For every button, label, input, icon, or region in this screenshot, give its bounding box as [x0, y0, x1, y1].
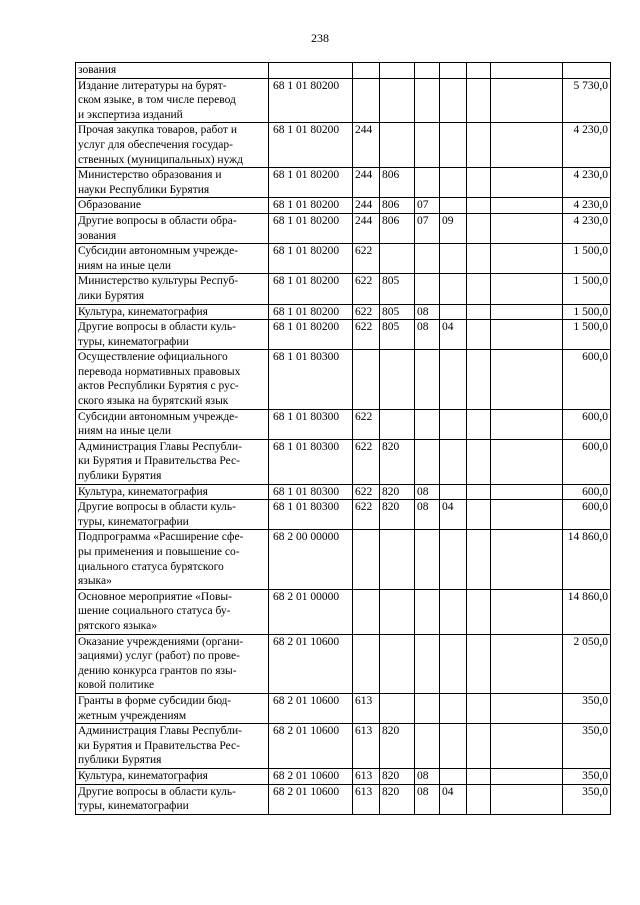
row-name-cell — [76, 168, 269, 198]
amount-cell: 350,0 — [563, 693, 611, 723]
table-row — [76, 168, 611, 198]
ved-cell — [380, 634, 415, 693]
pr-cell — [440, 530, 467, 589]
row-name-line: зования — [78, 229, 117, 242]
table-row — [76, 63, 611, 79]
empty-cell — [467, 198, 491, 214]
row-name-line: ковой политике — [78, 679, 155, 692]
row-name-cell — [76, 198, 269, 214]
code-cell — [269, 63, 353, 79]
row-name-line: ры применения и повышение со- — [78, 546, 240, 558]
ved-cell: 805 — [380, 304, 415, 320]
table-row — [76, 244, 611, 274]
vr-cell: 613 — [353, 768, 380, 784]
row-name-line: Другие вопросы в области куль- — [78, 501, 236, 514]
row-name-line: публики Бурятия — [78, 470, 162, 483]
empty-cell — [467, 589, 491, 634]
code-cell: 68 2 01 10600 — [269, 693, 353, 723]
rz-cell — [415, 530, 440, 589]
ved-cell: 805 — [380, 274, 415, 304]
empty-cell — [491, 244, 563, 274]
rz-cell — [415, 123, 440, 168]
empty-cell — [491, 439, 563, 484]
pr-cell: 04 — [440, 500, 467, 530]
empty-cell — [467, 78, 491, 123]
row-name-cell — [76, 484, 269, 500]
empty-cell — [467, 634, 491, 693]
amount-cell: 350,0 — [563, 724, 611, 769]
vr-cell — [353, 78, 380, 123]
row-name-cell — [76, 589, 269, 634]
table-row — [76, 484, 611, 500]
ved-cell: 806 — [380, 198, 415, 214]
vr-cell: 622 — [353, 274, 380, 304]
pr-cell: 04 — [440, 320, 467, 350]
ved-cell: 806 — [380, 168, 415, 198]
amount-cell: 1 500,0 — [563, 304, 611, 320]
empty-cell — [491, 784, 563, 814]
row-name-line: туры, кинематографии — [78, 335, 189, 348]
row-name-line: зования — [78, 64, 117, 76]
code-cell: 68 2 01 10600 — [269, 634, 353, 693]
row-name-cell — [76, 274, 269, 304]
budget-table — [75, 62, 611, 815]
empty-cell — [491, 123, 563, 168]
amount-cell: 14 860,0 — [563, 589, 611, 634]
row-name-line: ки Бурятия и Правительства Рес- — [78, 455, 240, 468]
pr-cell — [440, 484, 467, 500]
rz-cell: 08 — [415, 484, 440, 500]
rz-cell — [415, 78, 440, 123]
amount-cell: 1 500,0 — [563, 244, 611, 274]
table-row — [76, 304, 611, 320]
ved-cell — [380, 693, 415, 723]
pr-cell — [440, 244, 467, 274]
ved-cell: 820 — [380, 768, 415, 784]
code-cell: 68 2 01 10600 — [269, 724, 353, 769]
table-row — [76, 500, 611, 530]
rz-cell — [415, 634, 440, 693]
row-name-line: Министерство образования и — [78, 169, 222, 182]
row-name-line: актов Республики Бурятия с рус- — [78, 380, 239, 393]
vr-cell: 622 — [353, 500, 380, 530]
vr-cell: 244 — [353, 198, 380, 214]
rz-cell — [415, 589, 440, 634]
rz-cell — [415, 63, 440, 79]
pr-cell — [440, 350, 467, 409]
vr-cell: 244 — [353, 123, 380, 168]
row-name-line: ском языке, в том числе перевод — [78, 94, 236, 107]
row-name-line: циального статуса бурятского — [78, 560, 224, 573]
row-name-line: науки Республики Бурятия — [78, 183, 210, 196]
code-cell: 68 1 01 80200 — [269, 304, 353, 320]
empty-cell — [491, 500, 563, 530]
ved-cell: 820 — [380, 439, 415, 484]
row-name-cell — [76, 213, 269, 243]
table-row — [76, 274, 611, 304]
row-name-line: жетным учреждениям — [78, 709, 187, 722]
rz-cell — [415, 244, 440, 274]
row-name-line: ского языка на бурятский язык — [78, 395, 229, 408]
rz-cell — [415, 724, 440, 769]
row-name-line: Культура, кинематография — [78, 485, 208, 498]
row-name-line: Издание литературы на бурят- — [78, 79, 227, 92]
row-name-line: Оказание учреждениями (органи- — [78, 635, 244, 648]
empty-cell — [491, 304, 563, 320]
pr-cell — [440, 439, 467, 484]
table-row — [76, 634, 611, 693]
empty-cell — [467, 350, 491, 409]
empty-cell — [467, 274, 491, 304]
ved-cell: 806 — [380, 213, 415, 243]
row-name-cell — [76, 784, 269, 814]
ved-cell — [380, 530, 415, 589]
row-name-line: Культура, кинематография — [78, 769, 208, 782]
amount-cell: 5 730,0 — [563, 78, 611, 123]
empty-cell — [467, 244, 491, 274]
table-row — [76, 409, 611, 439]
row-name-line: Администрация Главы Республи- — [78, 440, 242, 453]
row-name-cell — [76, 768, 269, 784]
empty-cell — [467, 320, 491, 350]
amount-cell: 4 230,0 — [563, 198, 611, 214]
row-name-line: Культура, кинематография — [78, 305, 208, 318]
row-name-line: Основное мероприятие «Повы- — [78, 590, 232, 603]
empty-cell — [467, 724, 491, 769]
table-row — [76, 320, 611, 350]
empty-cell — [467, 168, 491, 198]
row-name-line: туры, кинематографии — [78, 800, 189, 813]
vr-cell: 622 — [353, 244, 380, 274]
empty-cell — [491, 168, 563, 198]
code-cell: 68 1 01 80200 — [269, 320, 353, 350]
pr-cell — [440, 634, 467, 693]
row-name-line: Другие вопросы в области куль- — [78, 321, 236, 334]
row-name-line: публики Бурятия — [78, 754, 162, 767]
row-name-cell — [76, 304, 269, 320]
code-cell: 68 2 01 10600 — [269, 784, 353, 814]
code-cell: 68 1 01 80200 — [269, 123, 353, 168]
amount-cell: 350,0 — [563, 768, 611, 784]
rz-cell: 08 — [415, 768, 440, 784]
pr-cell — [440, 589, 467, 634]
amount-cell: 350,0 — [563, 784, 611, 814]
row-name-line: языка» — [78, 575, 112, 588]
row-name-line: Подпрограмма «Расширение сфе- — [78, 531, 244, 544]
vr-cell: 622 — [353, 484, 380, 500]
pr-cell — [440, 274, 467, 304]
row-name-cell — [76, 439, 269, 484]
amount-cell: 1 500,0 — [563, 274, 611, 304]
code-cell: 68 1 01 80300 — [269, 409, 353, 439]
row-name-line: шение социального статуса бу- — [78, 605, 231, 618]
row-name-line: услуг для обеспечения государ- — [78, 138, 233, 151]
empty-cell — [467, 213, 491, 243]
pr-cell — [440, 304, 467, 320]
rz-cell — [415, 274, 440, 304]
row-name-line: Другие вопросы в области обра- — [78, 214, 237, 227]
empty-cell — [491, 198, 563, 214]
ved-cell: 805 — [380, 320, 415, 350]
pr-cell: 04 — [440, 784, 467, 814]
row-name-cell — [76, 320, 269, 350]
table-body — [76, 63, 611, 815]
amount-cell: 600,0 — [563, 500, 611, 530]
empty-cell — [491, 63, 563, 79]
empty-cell — [467, 693, 491, 723]
empty-cell — [467, 768, 491, 784]
vr-cell: 613 — [353, 784, 380, 814]
vr-cell: 622 — [353, 304, 380, 320]
page-number: 238 — [311, 31, 329, 45]
code-cell: 68 1 01 80200 — [269, 244, 353, 274]
empty-cell — [491, 768, 563, 784]
empty-cell — [467, 530, 491, 589]
ved-cell — [380, 409, 415, 439]
vr-cell — [353, 634, 380, 693]
row-name-line: ки Бурятия и Правительства Рес- — [78, 739, 240, 752]
rz-cell: 07 — [415, 198, 440, 214]
row-name-line: дению конкурса грантов по язы- — [78, 664, 237, 677]
table-row — [76, 213, 611, 243]
empty-cell — [491, 350, 563, 409]
vr-cell — [353, 530, 380, 589]
code-cell: 68 1 01 80200 — [269, 168, 353, 198]
table-row — [76, 198, 611, 214]
amount-cell: 600,0 — [563, 439, 611, 484]
rz-cell: 08 — [415, 784, 440, 814]
pr-cell — [440, 724, 467, 769]
code-cell: 68 1 01 80300 — [269, 500, 353, 530]
row-name-cell — [76, 350, 269, 409]
code-cell: 68 1 01 80300 — [269, 350, 353, 409]
vr-cell: 613 — [353, 724, 380, 769]
table-row — [76, 439, 611, 484]
empty-cell — [491, 589, 563, 634]
amount-cell: 4 230,0 — [563, 213, 611, 243]
empty-cell — [491, 530, 563, 589]
empty-cell — [491, 484, 563, 500]
pr-cell — [440, 768, 467, 784]
pr-cell — [440, 78, 467, 123]
code-cell: 68 1 01 80300 — [269, 439, 353, 484]
table-row — [76, 693, 611, 723]
empty-cell — [467, 784, 491, 814]
row-name-line: Субсидии автономным учрежде- — [78, 410, 239, 423]
table-row — [76, 784, 611, 814]
empty-cell — [467, 409, 491, 439]
row-name-cell — [76, 63, 269, 79]
code-cell: 68 1 01 80200 — [269, 213, 353, 243]
rz-cell — [415, 168, 440, 198]
row-name-line: Образование — [78, 199, 142, 212]
empty-cell — [467, 123, 491, 168]
amount-cell: 14 860,0 — [563, 530, 611, 589]
ved-cell: 820 — [380, 784, 415, 814]
vr-cell: 613 — [353, 693, 380, 723]
row-name-line: Министерство культуры Респуб- — [78, 275, 239, 288]
row-name-line: и экспертиза изданий — [78, 108, 183, 121]
code-cell: 68 1 01 80200 — [269, 198, 353, 214]
pr-cell: 09 — [440, 213, 467, 243]
vr-cell: 244 — [353, 213, 380, 243]
ved-cell — [380, 350, 415, 409]
row-name-cell — [76, 724, 269, 769]
ved-cell — [380, 63, 415, 79]
vr-cell — [353, 589, 380, 634]
vr-cell: 244 — [353, 168, 380, 198]
ved-cell — [380, 123, 415, 168]
row-name-line: Гранты в форме субсидии бюд- — [78, 694, 232, 707]
row-name-cell — [76, 530, 269, 589]
table-row — [76, 530, 611, 589]
row-name-line: рятского языка» — [78, 619, 157, 632]
table-row — [76, 78, 611, 123]
row-name-line: лики Бурятия — [78, 289, 145, 302]
table-row — [76, 123, 611, 168]
empty-cell — [491, 634, 563, 693]
row-name-line: ственных (муниципальных) нужд — [78, 153, 243, 166]
ved-cell: 820 — [380, 724, 415, 769]
amount-cell: 1 500,0 — [563, 320, 611, 350]
row-name-cell — [76, 123, 269, 168]
rz-cell: 07 — [415, 213, 440, 243]
ved-cell — [380, 589, 415, 634]
vr-cell: 622 — [353, 409, 380, 439]
ved-cell — [380, 78, 415, 123]
row-name-cell — [76, 693, 269, 723]
ved-cell: 820 — [380, 484, 415, 500]
code-cell: 68 2 00 00000 — [269, 530, 353, 589]
pr-cell — [440, 409, 467, 439]
row-name-line: ниям на иные цели — [78, 425, 172, 438]
rz-cell — [415, 350, 440, 409]
row-name-line: зациями) услуг (работ) по прове- — [78, 650, 240, 663]
row-name-cell — [76, 244, 269, 274]
vr-cell: 622 — [353, 439, 380, 484]
row-name-line: ниям на иные цели — [78, 259, 172, 272]
table-row — [76, 768, 611, 784]
empty-cell — [467, 63, 491, 79]
empty-cell — [491, 409, 563, 439]
row-name-line: Другие вопросы в области куль- — [78, 785, 236, 798]
row-name-cell — [76, 500, 269, 530]
row-name-cell — [76, 78, 269, 123]
pr-cell — [440, 693, 467, 723]
empty-cell — [491, 320, 563, 350]
rz-cell — [415, 439, 440, 484]
table-row — [76, 589, 611, 634]
rz-cell — [415, 693, 440, 723]
amount-cell: 600,0 — [563, 484, 611, 500]
empty-cell — [491, 724, 563, 769]
amount-cell: 600,0 — [563, 350, 611, 409]
row-name-line: перевода нормативных правовых — [78, 365, 241, 378]
code-cell: 68 1 01 80200 — [269, 274, 353, 304]
vr-cell: 622 — [353, 320, 380, 350]
empty-cell — [491, 78, 563, 123]
amount-cell: 600,0 — [563, 409, 611, 439]
code-cell: 68 2 01 00000 — [269, 589, 353, 634]
code-cell: 68 2 01 10600 — [269, 768, 353, 784]
rz-cell: 08 — [415, 304, 440, 320]
row-name-cell — [76, 409, 269, 439]
ved-cell — [380, 244, 415, 274]
rz-cell: 08 — [415, 500, 440, 530]
amount-cell: 4 230,0 — [563, 168, 611, 198]
empty-cell — [467, 484, 491, 500]
amount-cell — [563, 63, 611, 79]
row-name-line: Субсидии автономным учрежде- — [78, 245, 239, 258]
table-row — [76, 350, 611, 409]
empty-cell — [491, 274, 563, 304]
row-name-line: Прочая закупка товаров, работ и — [78, 124, 237, 137]
pr-cell — [440, 123, 467, 168]
amount-cell: 4 230,0 — [563, 123, 611, 168]
code-cell: 68 1 01 80200 — [269, 78, 353, 123]
row-name-line: Администрация Главы Республи- — [78, 725, 242, 738]
code-cell: 68 1 01 80300 — [269, 484, 353, 500]
empty-cell — [467, 500, 491, 530]
ved-cell: 820 — [380, 500, 415, 530]
empty-cell — [491, 213, 563, 243]
row-name-line: туры, кинематографии — [78, 515, 189, 528]
vr-cell — [353, 63, 380, 79]
pr-cell — [440, 63, 467, 79]
empty-cell — [467, 304, 491, 320]
amount-cell: 2 050,0 — [563, 634, 611, 693]
rz-cell: 08 — [415, 320, 440, 350]
row-name-line: Осуществление официального — [78, 351, 228, 364]
row-name-cell — [76, 634, 269, 693]
empty-cell — [467, 439, 491, 484]
pr-cell — [440, 198, 467, 214]
empty-cell — [491, 693, 563, 723]
table-row — [76, 724, 611, 769]
vr-cell — [353, 350, 380, 409]
pr-cell — [440, 168, 467, 198]
rz-cell — [415, 409, 440, 439]
